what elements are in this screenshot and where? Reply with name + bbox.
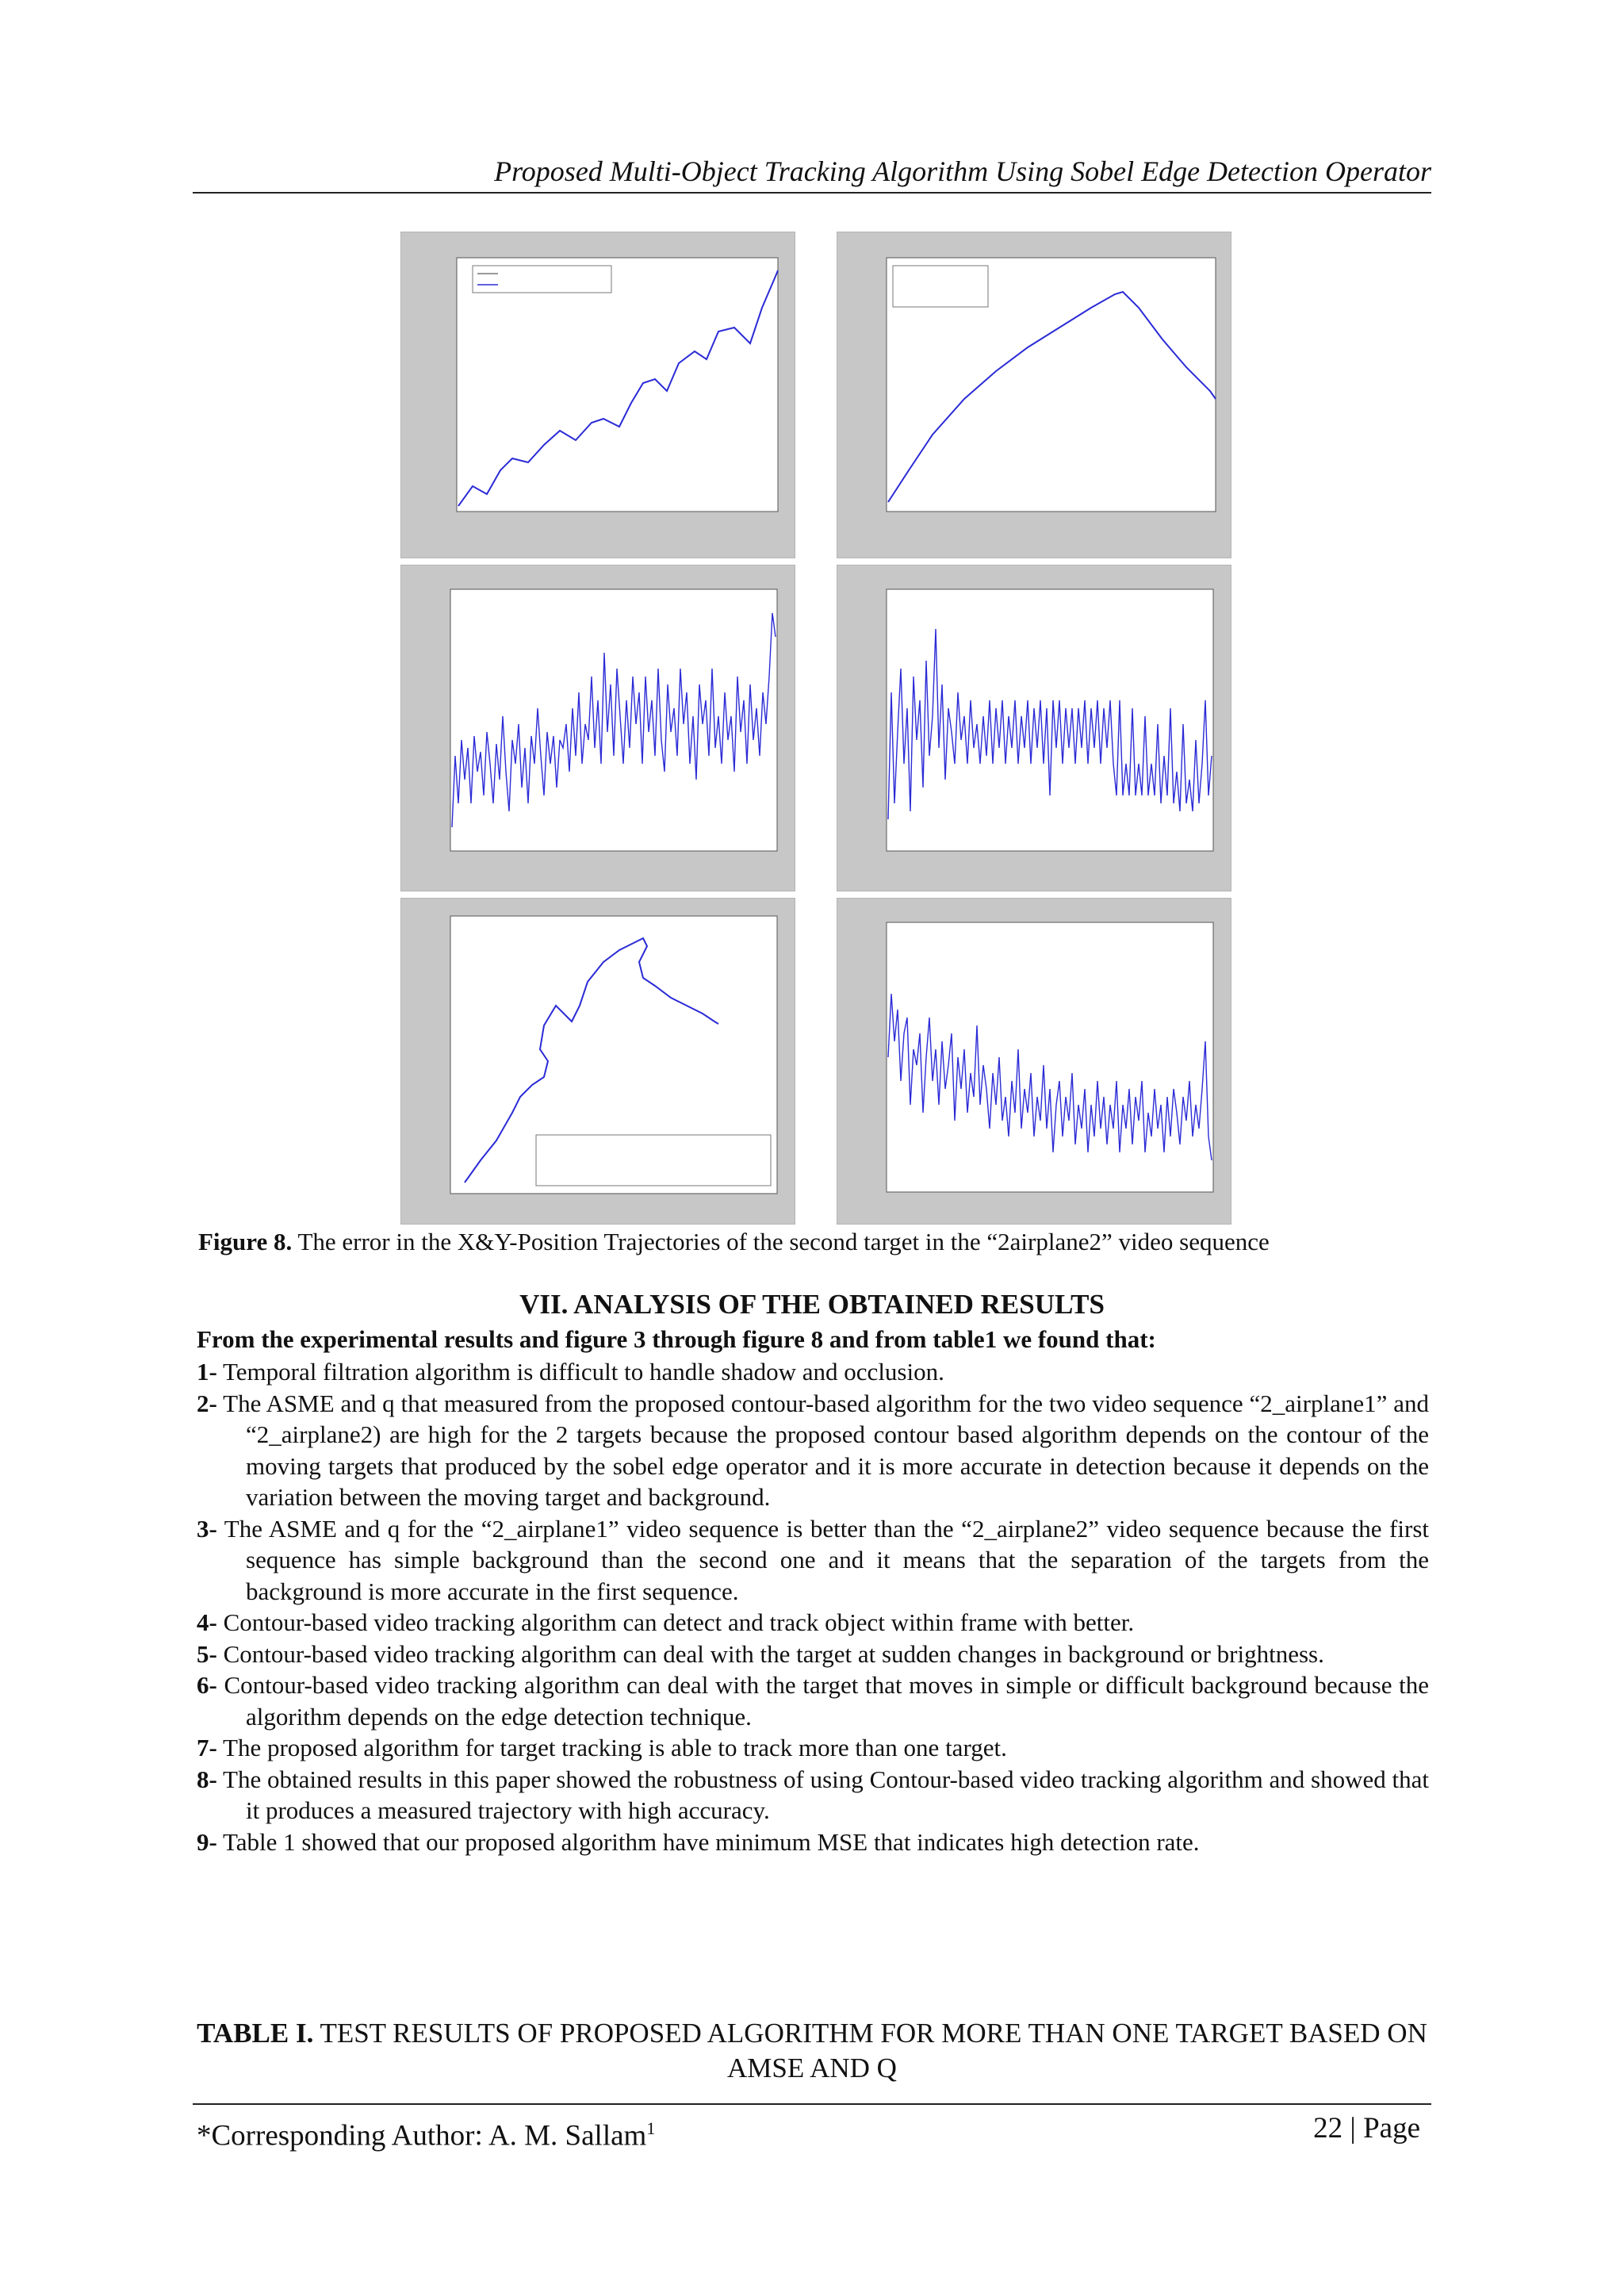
- item-text: Contour-based video tracking algorithm can deal with the target that moves in simple or difficult background because the algorithm depends on the edge detection technique.: [216, 1671, 1429, 1731]
- header-rule: [193, 192, 1431, 194]
- item-number: 8-: [197, 1765, 217, 1793]
- item-number: 7-: [197, 1734, 217, 1761]
- figure-caption: [198, 1225, 1270, 1259]
- item-text: Table 1 showed that our proposed algorithm have minimum MSE that indicates high detection rate.: [216, 1827, 1200, 1856]
- item-number: 6-: [197, 1671, 217, 1699]
- item-text: Temporal filtration algorithm is difficult to handle shadow and occlusion.: [216, 1358, 944, 1386]
- plot-amse: [837, 898, 1231, 1225]
- author-text: *Corresponding Author: A. M. Sallam: [197, 2119, 647, 2152]
- corresponding-author: [197, 2110, 655, 2155]
- item-number: 3-: [197, 1514, 217, 1543]
- plot-x-error: [400, 565, 795, 891]
- figure-caption-text: The error in the X&Y-Position Trajectories of the second target in the “2airplane2” video sequence: [292, 1228, 1270, 1255]
- item-text: The obtained results in this paper showed the robustness of using Contour-based video tracking algorithm and showed that it produces a measured trajectory with high accuracy.: [216, 1765, 1429, 1824]
- list-item: [197, 1669, 1429, 1732]
- list-item: [197, 1639, 1429, 1670]
- section-intro: From the experimental results and figure 3 through figure 8 and from table1 we found that:: [197, 1325, 1156, 1353]
- plot-y-position: [837, 232, 1231, 558]
- item-text: The proposed algorithm for target tracking is able to track more than one target.: [216, 1734, 1007, 1761]
- item-number: 9-: [197, 1827, 217, 1856]
- list-item: [197, 1764, 1429, 1826]
- item-text: The ASME and q that measured from the proposed contour-based algorithm for the two video sequence “2_airplane1” and “2_airplane2) are high for the 2 targets because the proposed contour based algorithm depends on the contour of the moving targets that produced by the sobel edge operator and it is more accurate in detection because it depends on the variation between the moving target and background.: [216, 1389, 1429, 1511]
- section-title: VII. ANALYSIS OF THE OBTAINED RESULTS: [519, 1289, 1105, 1320]
- page-number: 22 | Page: [1313, 2112, 1420, 2145]
- table-title-text: TEST RESULTS OF PROPOSED ALGORITHM FOR MORE THAN ONE TARGET BASED ON AMSE AND Q: [313, 2018, 1427, 2083]
- footer-rule: [193, 2103, 1431, 2105]
- list-item: [197, 1356, 1429, 1388]
- item-text: The ASME and q for the “2_airplane1” video sequence is better than the “2_airplane2” video sequence because the first sequence has simple background than the second one and it means that the separation of the targets from the background is more accurate in the first sequence.: [216, 1514, 1429, 1605]
- item-text: Contour-based video tracking algorithm can deal with the target at sudden changes in background or brightness.: [216, 1639, 1324, 1668]
- plot-x-error-svg: [401, 565, 795, 891]
- table-label: TABLE I.: [197, 2018, 314, 2049]
- plot-amse-svg: [837, 899, 1231, 1224]
- list-item: [197, 1732, 1429, 1764]
- plot-xy-trajectory-svg: [401, 899, 795, 1224]
- figure-8-grid: [400, 232, 1230, 1221]
- list-item: [197, 1826, 1429, 1858]
- results-list: [197, 1356, 1429, 1857]
- item-number: 4-: [197, 1608, 217, 1636]
- author-superscript: 1: [646, 2118, 656, 2138]
- list-item: [197, 1607, 1429, 1639]
- figure-caption-label: Figure 8.: [198, 1228, 293, 1255]
- plot-y-error-svg: [837, 565, 1231, 891]
- table-title: [193, 2016, 1431, 2086]
- item-text: Contour-based video tracking algorithm can detect and track object within frame with better.: [216, 1608, 1135, 1636]
- list-item: [197, 1388, 1429, 1513]
- item-number: 1-: [197, 1358, 217, 1386]
- plot-y-position-svg: [837, 232, 1231, 558]
- plot-xy-trajectory: [400, 898, 795, 1225]
- plot-y-error: [837, 565, 1231, 891]
- item-number: 5-: [197, 1639, 217, 1668]
- plot-x-position-svg: [401, 232, 795, 558]
- list-item: [197, 1513, 1429, 1608]
- plot-x-position: [400, 232, 795, 558]
- item-number: 2-: [197, 1389, 217, 1417]
- running-title: Proposed Multi-Object Tracking Algorithm Using Sobel Edge Detection Operator: [494, 155, 1431, 187]
